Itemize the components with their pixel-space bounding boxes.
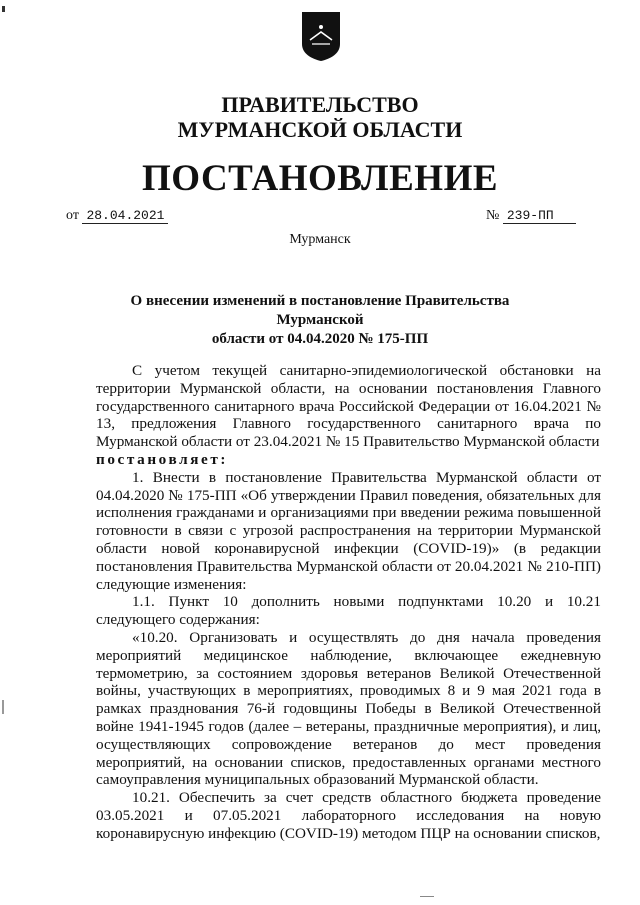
subject-line1: О внесении изменений в постановление Правительства Мурманской: [130, 293, 510, 328]
number-prefix: №: [486, 208, 500, 223]
paragraph-item-10-21: 10.21. Обеспечить за счет средств областного бюджета проведение 03.05.2021 и 07.05.2021 лабораторного исследования на новую коронавирусную инфекцию (COVID-19) методом ПЦР на основании списков,: [96, 789, 601, 842]
document-body: [96, 362, 601, 843]
document-subject: [100, 292, 540, 349]
paragraph-item-1: 1. Внести в постановление Правительства Мурманской области от 04.04.2020 № 175-ПП «Об утверждении Правил поведения, обязательных для исполнения гражданами и организациями при введении режима повышенной готовности в связи с угрозой распространения на территории Мурманской области новой коронавирусной инфекции (COVID-19)» (в редакции постановления Правительства Мурманской области от 20.04.2021 № 210-ПП) следующие изменения:: [96, 468, 601, 593]
subject-line2: области от 04.04.2020 № 175-ПП: [211, 331, 429, 347]
document-date: 28.04.2021: [82, 208, 168, 224]
paragraph-item-1-1: 1.1. Пункт 10 дополнить новыми подпунктами 10.20 и 10.21 следующего содержания:: [96, 593, 601, 629]
document-number: 239-ПП: [503, 208, 576, 224]
number-line: [486, 208, 576, 224]
date-prefix: от: [66, 208, 79, 223]
scan-mark: [2, 6, 5, 12]
paragraph-item-10-20: «10.20. Организовать и осуществлять до дня начала проведения мероприятий медицинское наблюдение, включающее ежедневную термометрию, за состоянием здоровья ветеранов Великой Отечественной войны, участвующих в мероприятиях, проводимых 8 и 9 мая 2021 года в рамках празднования 76-й годовщины Победы в Великой Отечественной войне 1941-1945 годов (далее – ветераны, праздничные мероприятия), и лиц, осуществляющих сопровождение ветеранов до мест проведения мероприятий, на основании списков, предоставленных органами местного самоуправления муниципальных образований Мурманской области.: [96, 628, 601, 789]
coat-of-arms-emblem: [300, 10, 342, 62]
org-name-line2: МУРМАНСКОЙ ОБЛАСТИ: [177, 117, 463, 142]
city: Мурманск: [289, 232, 351, 247]
resolves-word: постановляет:: [96, 450, 229, 468]
scan-mark: [2, 700, 4, 714]
date-line: [66, 208, 168, 224]
org-name-line1: ПРАВИТЕЛЬСТВО: [221, 92, 419, 117]
paragraph-preamble: С учетом текущей санитарно-эпидемиологической обстановки на территории Мурманской области, на основании постановления Главного государственного санитарного врача Российской Федерации от 16.04.2021 № 13, предложения Главного государственного санитарного врача по Мурманской области от 23.04.2021 № 15 Правительство Мурманской области: [96, 362, 601, 451]
document-type: ПОСТАНОВЛЕНИЕ: [141, 158, 499, 199]
scan-mark: [420, 896, 434, 897]
